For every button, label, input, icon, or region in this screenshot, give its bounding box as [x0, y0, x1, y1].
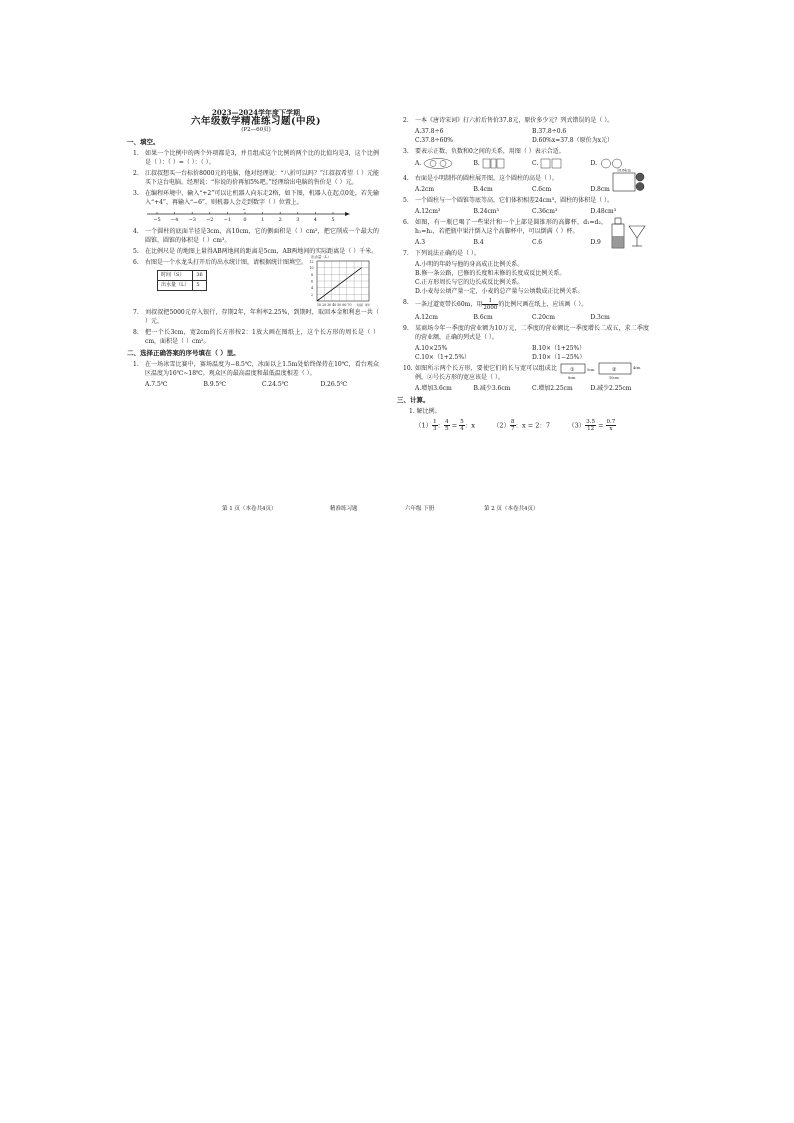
number-line-label: 3: [296, 217, 300, 223]
svg-text:8: 8: [311, 273, 314, 277]
question-2-4: 4. 右面是小明制作的圆柱展开图，这个圆柱的高是（ ）。 18.84cm: [403, 174, 649, 183]
question-1-2: 2. 江叔叔想买一台标价8000元的电脑，他对经理说：“八折可以吗？”江叔叔希望（ ）元能买下这台电脑。经理说：“你说的价再加5%吧。”经理给出电脑的售价是（ ）元。: [133, 170, 379, 186]
question-2-2-options: A.37.8÷6 B.37.8÷0.6 C.37.8÷60% D.60%x=37.8（原价为x元）: [415, 128, 613, 144]
rect-2-label: ②: [612, 367, 617, 373]
number-line-label: −2: [206, 217, 214, 223]
section-calc-heading: 三、计算。: [397, 396, 430, 404]
left-footer-tag: 精准练习题: [330, 506, 358, 512]
rect-1-label: ①: [570, 367, 575, 373]
exam-pages: (P2—60页): [241, 127, 271, 133]
number-line-label: −5: [153, 217, 161, 223]
rect-2-width: 10cm: [609, 376, 619, 380]
question-2-3-options: A. B. C. D.: [403, 158, 649, 172]
number-line-label: 2: [278, 217, 282, 223]
robot-icon: [243, 209, 246, 210]
question-2-6-options: A.3 B.4 C.6 D.9: [415, 239, 601, 246]
question-2-2: 2. 一本《唐诗宋词》打六折后售价37.8元，原价多少元？列式错误的是（ ）。: [403, 117, 614, 124]
number-line-label: 5: [331, 217, 335, 223]
question-2-1-options: A.7.5℃ B.9.5℃ C.24.5℃ D.26.5℃: [145, 381, 348, 388]
right-column: [397, 114, 649, 432]
question-1-1: 1. 如果一个比例中的两个外项都是3，并且组成这个比例的两个比的比值均是3，这个比例是（ ）：（ ）=（ ）：（ ）。: [133, 150, 379, 166]
proportion-problems: [403, 419, 649, 432]
rect-2-height: 4cm: [633, 366, 641, 370]
question-1-3: 3. 在编程环境中，输入“+2”可以让机器人向东走2格，如下图，机器人在起点0处，若先输入“+4”，再输入“−6”，则机器人会走到数字（ ）位置上。: [133, 190, 379, 206]
water-table: 时间（S） 36 出水量（L） 5: [157, 270, 207, 291]
right-page-number: 第 2 页（本卷共4页）: [484, 506, 539, 512]
question-2-3: 3. 要表示正数、负数和0之间的关系，用图（ ）表示合适。: [403, 148, 565, 155]
exam-year: 2023—2024学年度下学期: [212, 108, 300, 117]
question-2-1: 1. 在一场冰雪比赛中，赛场温度为−8.5℃，冰面以上1.5m处始终保持在10℃，看台观众区温度为16℃~18℃。观众区的最高温度和最低温度相差（ ）。: [133, 361, 379, 377]
question-2-10-options: A.增加3.6cm B.减少3.6cm C.增加2.25cm D.减少2.25cm: [415, 385, 632, 392]
cylinder-net-dim: 18.84cm: [617, 168, 631, 173]
rect-1-height: 5cm: [587, 368, 595, 372]
question-1-7: 7. 刘叔叔把5000元存入银行，存期2年，年利率2.25%，到期时，取回本金和利息一共（ ）元。: [133, 309, 379, 325]
number-line-label: 4: [313, 217, 317, 223]
question-2-7-option-a: A.小明的年龄与他的身高成正比例关系。: [415, 261, 524, 268]
svg-text:10: 10: [309, 266, 314, 270]
two-rectangles-figure: [559, 362, 649, 382]
svg-text:2: 2: [311, 293, 314, 297]
chart-ylabel: 出水量（L）: [311, 255, 331, 259]
question-2-4-options: A.2cm B.4cm C.6cm D.8cm: [415, 186, 610, 193]
question-1-8: 8. 把一个长3cm，宽2cm的长方形按2：1放大画在图纸上，这个长方形的周长是（ ）cm，面积是（ ）cm²。: [133, 329, 379, 345]
number-line-label: −3: [188, 217, 196, 223]
proportion-2: （2） $\frac{8}{7}$ ：x = 2：7: [492, 419, 551, 432]
right-footer-grade: 六年级 下册: [405, 506, 435, 512]
svg-text:6: 6: [311, 279, 314, 284]
question-1-6: 6. 右图是一个水龙头打开后的出水统计图，请根据统计图填空。 时间（S） 36 出水量（L） 5 出水量（L） 12 10 8 6 4 2 10 20 30 40 50 60 70 时间（秒）: [133, 258, 379, 306]
question-2-7: 7. 下列说法正确的是（ ）。: [403, 250, 480, 257]
number-line-label: −1: [223, 217, 232, 223]
question-2-9: 9. 某商场今年一季度的营业额为10万元，二季度的营业额比一季度增长二成五，求二季度的营业额，正确的列式是（ ）。: [403, 325, 649, 341]
question-3-1: 1. 解比例。: [409, 408, 441, 415]
number-line-label: 1: [261, 217, 265, 223]
scale-fraction: $\frac{1}{2000}$: [483, 298, 498, 311]
question-2-5-options: A.12cm³ B.24cm³ C.36cm³ D.48cm³: [415, 208, 617, 215]
question-2-7-option-b: B.修一条公路，已修的长度和未修的长度成反比例关系。: [415, 270, 566, 277]
venn-diagram-a-icon: [423, 158, 453, 169]
question-2-10: 10. 如图所示两个长方形，要使它们的长与宽可以组成比例，②号长方形的宽应该是（ ）。 ① 5cm 8cm ② 4cm 10cm: [403, 364, 649, 382]
svg-text:12: 12: [309, 260, 314, 264]
left-page-number: 第 1 页（本卷共4页）: [222, 506, 277, 512]
section-choice-heading: 二、选择正确答案的序号填在（ ）里。: [127, 349, 240, 357]
bottle-and-goblet-figure: [609, 216, 649, 250]
question-2-8: 8. 一条过道宽带长60m，用 $\frac{1}{2000}$ 的比例尺画在纸上，应该画（ ）。: [403, 298, 588, 311]
section-fill-blank-heading: 一、填空。: [127, 138, 160, 146]
chart-xlabel: 时间（秒）: [357, 303, 373, 307]
number-line: [145, 209, 350, 225]
question-2-7-option-c: C.正方形周长与它的边长成反比例关系。: [415, 279, 524, 286]
proportion-1: （1） $\frac{1}{3}$ ： $\frac{4}{5}$ = $\frac{5}{4}$ ：x: [415, 419, 475, 432]
exam-header: [133, 108, 379, 135]
proportion-3: （3） $\frac{3.5}{12}$ = $\frac{0.7}{x}$: [568, 419, 616, 432]
svg-text:4: 4: [311, 286, 314, 290]
exam-title: 六年级数学精准练习题(中段): [191, 116, 321, 127]
rect-1-width: 8cm: [568, 376, 576, 380]
question-2-7-option-d: D.小麦每公顷产量一定，小麦的总产量与公顷数成正比例关系。: [415, 288, 584, 295]
question-2-6: 6. 如图，有一瓶已喝了一些果汁和一个上部是圆锥形的高脚杯，d₁=d₂，h₁=h₂，若把瓶中果汁倒入这个高脚杯中，可以倒满（ ）杯。: [403, 218, 649, 236]
water-line-chart: [309, 254, 377, 310]
chart-xticks: 10 20 30 40 50 60 70: [317, 303, 352, 307]
left-column: [127, 108, 379, 389]
venn-diagram-b-icon: [482, 158, 506, 169]
question-2-8-options: A.12cm B.6cm C.20cm D.3cm: [415, 314, 610, 321]
question-2-5: 5. 一个圆柱与一个圆锥等底等高，它们体积相差24cm³，圆柱的体积是（ ）。: [403, 197, 613, 204]
number-line-label: 0: [243, 217, 247, 223]
cylinder-net-figure: [611, 168, 649, 192]
venn-diagram-c-icon: [540, 158, 564, 169]
number-line-label: −4: [170, 217, 179, 223]
question-1-4: 4. 一个圆柱的底面半径是3cm，高10cm，它的侧面积是（ ）cm²，把它削成一个最大的圆锥，圆锥的体积是（ ）cm³。: [133, 228, 379, 244]
question-2-9-options: A.10×25% B.10×（1+25%） C.10×（1+2.5%） D.10×（1−25%）: [415, 345, 586, 361]
question-1-5: 5. 在比例尺是 的地图上量得AB两地间的距离是5cm，AB两地间的实际距离是（ ）千米。: [133, 248, 378, 255]
